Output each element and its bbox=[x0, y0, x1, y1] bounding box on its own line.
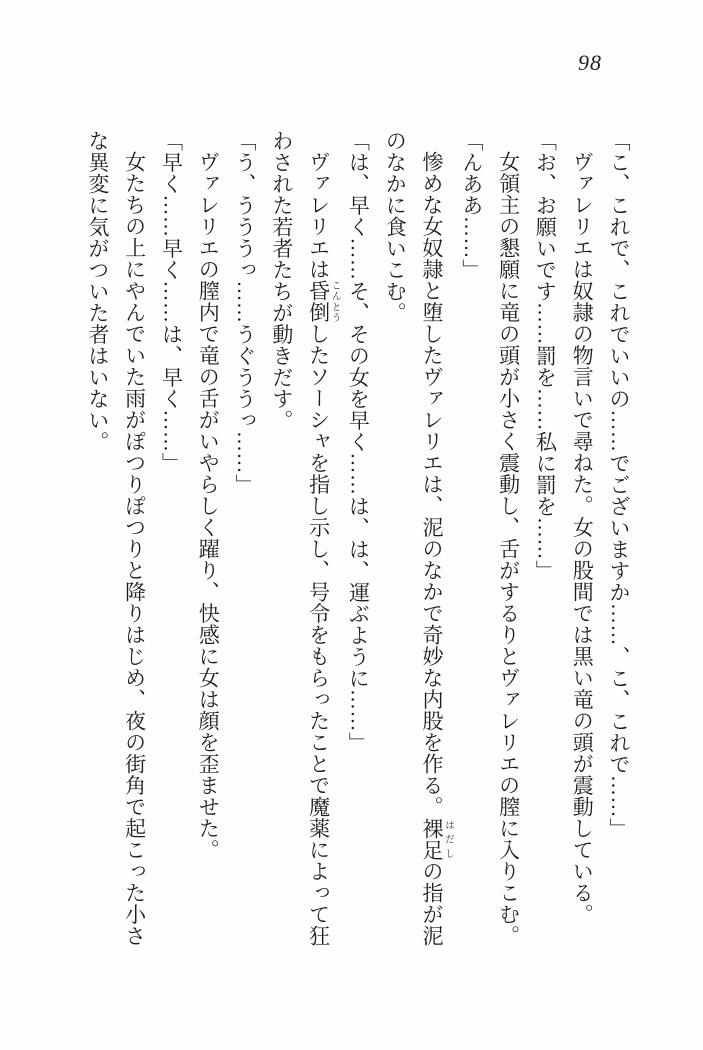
text-line: ヴァレリエは奴隷の物言いで尋ねた。女の股間では黒い竜の頭が震動している。 bbox=[570, 151, 595, 925]
text-line: ヴァレリエは昏倒 こんとうしたソーシャを指し示し、号令をもらったことで魔薬によって狂 bbox=[306, 151, 340, 947]
text-line: 「お、お願いです……罰を……私に罰を……」 bbox=[533, 130, 558, 582]
text-line: 女たちの上にやんでいた雨がぽつりぽつりと降りはじめ、夜の街角で起こった小さ bbox=[122, 151, 147, 947]
ruby-annotation: 昏倒 こんとう bbox=[306, 280, 340, 323]
page-number: 98 bbox=[578, 50, 602, 75]
text-line: 「う、うううっ……うぐううっ……」 bbox=[233, 130, 258, 496]
text-line: 「は、早く……そ、その女を早く……は、は、運ぶように……」 bbox=[346, 130, 371, 754]
text-line: 惨めな女奴隷と堕したヴァレリエは、泥のなかで奇妙な内股を作る。裸足 はだしの指が泥 bbox=[420, 151, 454, 947]
text-line: 「こ、これで、これでいいの……でございますか……、こ、これで……」 bbox=[607, 130, 631, 840]
text-line: のなかに食いこむ。 bbox=[383, 130, 408, 324]
text-line: わされた若者たちが動きだす。 bbox=[269, 130, 294, 431]
text-line: な異変に気がついた者はいない。 bbox=[85, 130, 110, 453]
text-line: 「んああ……」 bbox=[459, 130, 484, 281]
text-line: 女領主の懇願に竜の頭が小さく震動し、舌がするりとヴァレリエの膣に入りこむ。 bbox=[496, 151, 521, 947]
ruby-annotation: 裸足 はだし bbox=[420, 817, 454, 861]
text-line: ヴァレリエの膣内で竜の舌がいやらしく躍り、快感に女は顔を歪ませた。 bbox=[196, 151, 221, 861]
text-lines bbox=[81, 130, 637, 1045]
text-line: 「早く……早く……は、早く……」 bbox=[159, 130, 184, 474]
